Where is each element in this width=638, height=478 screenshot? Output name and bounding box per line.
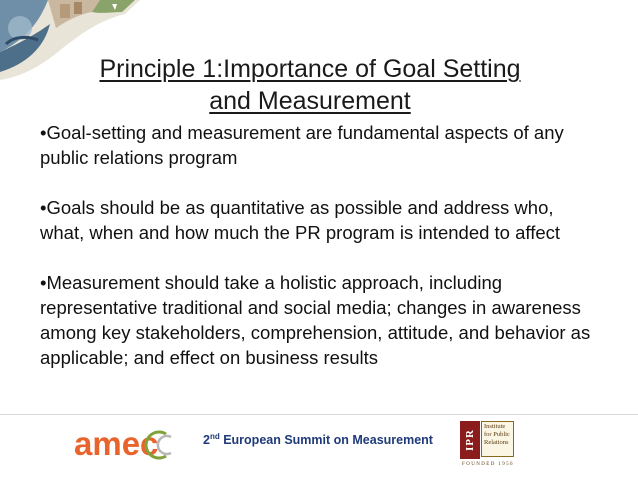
summit-title: [203, 433, 453, 447]
slide-title: [40, 53, 580, 117]
title-line-1: Principle 1:Importance of Goal Setting: [99, 55, 521, 83]
bullet-item-goal-setting: •Goal-setting and measurement are fundamental aspects of any public relations program: [40, 122, 564, 168]
ipr-name-box: [481, 421, 514, 457]
summit-ordinal: 2: [203, 433, 210, 447]
bullet-item-quantitative-goals: •Goals should be as quantitative as possible and address who, what, when and how much the PR program is intended to affect: [40, 197, 561, 243]
bullet-item-holistic-measurement: •Measurement should take a holistic approach, including representative traditional and social media; changes in awareness among key stakeholders, comprehension, attitude, and behavior as applicable; and effect on business results: [40, 272, 591, 368]
ipr-founded: FOUNDED 1956: [462, 462, 514, 467]
title-line-2: and Measurement: [209, 87, 411, 115]
summit-text: European Summit on Measurement: [219, 433, 433, 447]
amec-logo-text: amec: [74, 426, 159, 462]
ipr-logo: [460, 421, 516, 469]
ipr-line-relations: Relations: [484, 439, 509, 446]
summit-ordinal-suffix: nd: [209, 431, 220, 441]
amec-logo: [74, 426, 190, 464]
ipr-mark: IPR: [460, 421, 480, 459]
ipr-line-institute: Institute: [484, 423, 506, 430]
ipr-line-for-public: for Public: [484, 431, 510, 438]
bullet-list: [40, 120, 600, 370]
